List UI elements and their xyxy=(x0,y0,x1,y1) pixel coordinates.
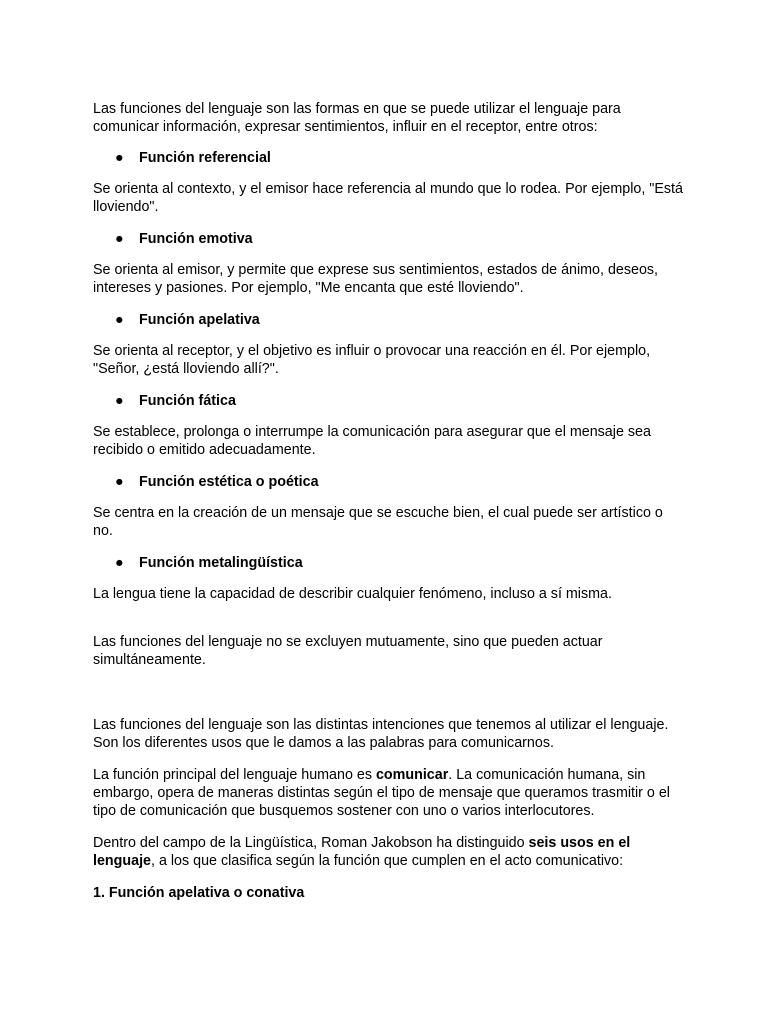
bullet-function-apelativa xyxy=(93,311,683,329)
bullet-label: Función estética o poética xyxy=(139,474,319,490)
bullet-label: Función fática xyxy=(139,393,236,409)
function-emotiva-description: Se orienta al emisor, y permite que exprese sus sentimientos, estados de ánimo, deseos, intereses y pasiones. Por ejemplo, "Me encanta que esté lloviendo". xyxy=(93,262,659,296)
principal-text-after: . La comunicación humana, sin embargo, opera de maneras distintas según el tipo de mensaje que queramos trasmitir o el tipo de comunicación que busquemos sostener con uno o varios interlocutores. xyxy=(93,767,670,819)
bullet-icon: ● xyxy=(115,555,124,571)
spacer xyxy=(93,669,683,716)
bullet-function-estetica xyxy=(93,473,683,491)
jakobson-text-before: Dentro del campo de la Lingüística, Roman Jakobson ha distinguido xyxy=(93,835,529,851)
bullet-function-emotiva xyxy=(93,230,683,248)
jakobson-bold-term: seis usos en el lenguaje xyxy=(93,835,631,869)
bullet-label: Función emotiva xyxy=(139,231,253,247)
principal-bold-term: comunicar xyxy=(375,767,449,783)
function-fatica-description: Se establece, prolonga o interrumpe la comunicación para asegurar que el mensaje sea recibido o emitido adecuadamente. xyxy=(93,424,651,458)
bullet-label: Función referencial xyxy=(139,150,271,166)
section-heading-text: 1. Función apelativa o conativa xyxy=(93,885,305,901)
bullet-icon: ● xyxy=(115,231,124,247)
bullet-label: Función apelativa xyxy=(139,312,260,328)
document-page xyxy=(93,100,683,902)
spacer xyxy=(93,603,683,633)
bullet-function-referencial xyxy=(93,149,683,167)
simultaneous-paragraph: Las funciones del lenguaje no se excluyen mutuamente, sino que pueden actuar simultáneamente. xyxy=(93,634,603,668)
bullet-icon: ● xyxy=(115,150,124,166)
bullet-function-metalinguistica xyxy=(93,554,683,572)
bullet-function-fatica xyxy=(93,392,683,410)
function-estetica-description: Se centra en la creación de un mensaje que se escuche bien, el cual puede ser artístico o no. xyxy=(93,505,663,539)
bullet-label: Función metalingüística xyxy=(139,555,303,571)
intro-paragraph: Las funciones del lenguaje son las formas en que se puede utilizar el lenguaje para comunicar información, expresar sentimientos, influir en el receptor, entre otros: xyxy=(93,101,621,135)
intentions-paragraph: Las funciones del lenguaje son las distintas intenciones que tenemos al utilizar el lenguaje. Son los diferentes usos que le damos a las palabras para comunicarnos. xyxy=(93,717,669,751)
bullet-icon: ● xyxy=(115,393,124,409)
section-heading xyxy=(93,884,683,902)
function-metalinguistica-description: La lengua tiene la capacidad de describir cualquier fenómeno, incluso a sí misma. xyxy=(93,586,612,602)
bullet-icon: ● xyxy=(115,474,124,490)
function-referencial-description: Se orienta al contexto, y el emisor hace referencia al mundo que lo rodea. Por ejemplo, "Está lloviendo". xyxy=(93,181,683,215)
jakobson-text-after: , a los que clasifica según la función que cumplen en el acto comunicativo: xyxy=(151,853,624,869)
function-apelativa-description: Se orienta al receptor, y el objetivo es influir o provocar una reacción en él. Por ejemplo, "Señor, ¿está lloviendo allí?". xyxy=(93,343,651,377)
bullet-icon: ● xyxy=(115,312,124,328)
principal-function-paragraph xyxy=(93,766,683,820)
principal-text-before: La función principal del lenguaje humano es xyxy=(93,767,376,783)
jakobson-paragraph xyxy=(93,834,683,870)
